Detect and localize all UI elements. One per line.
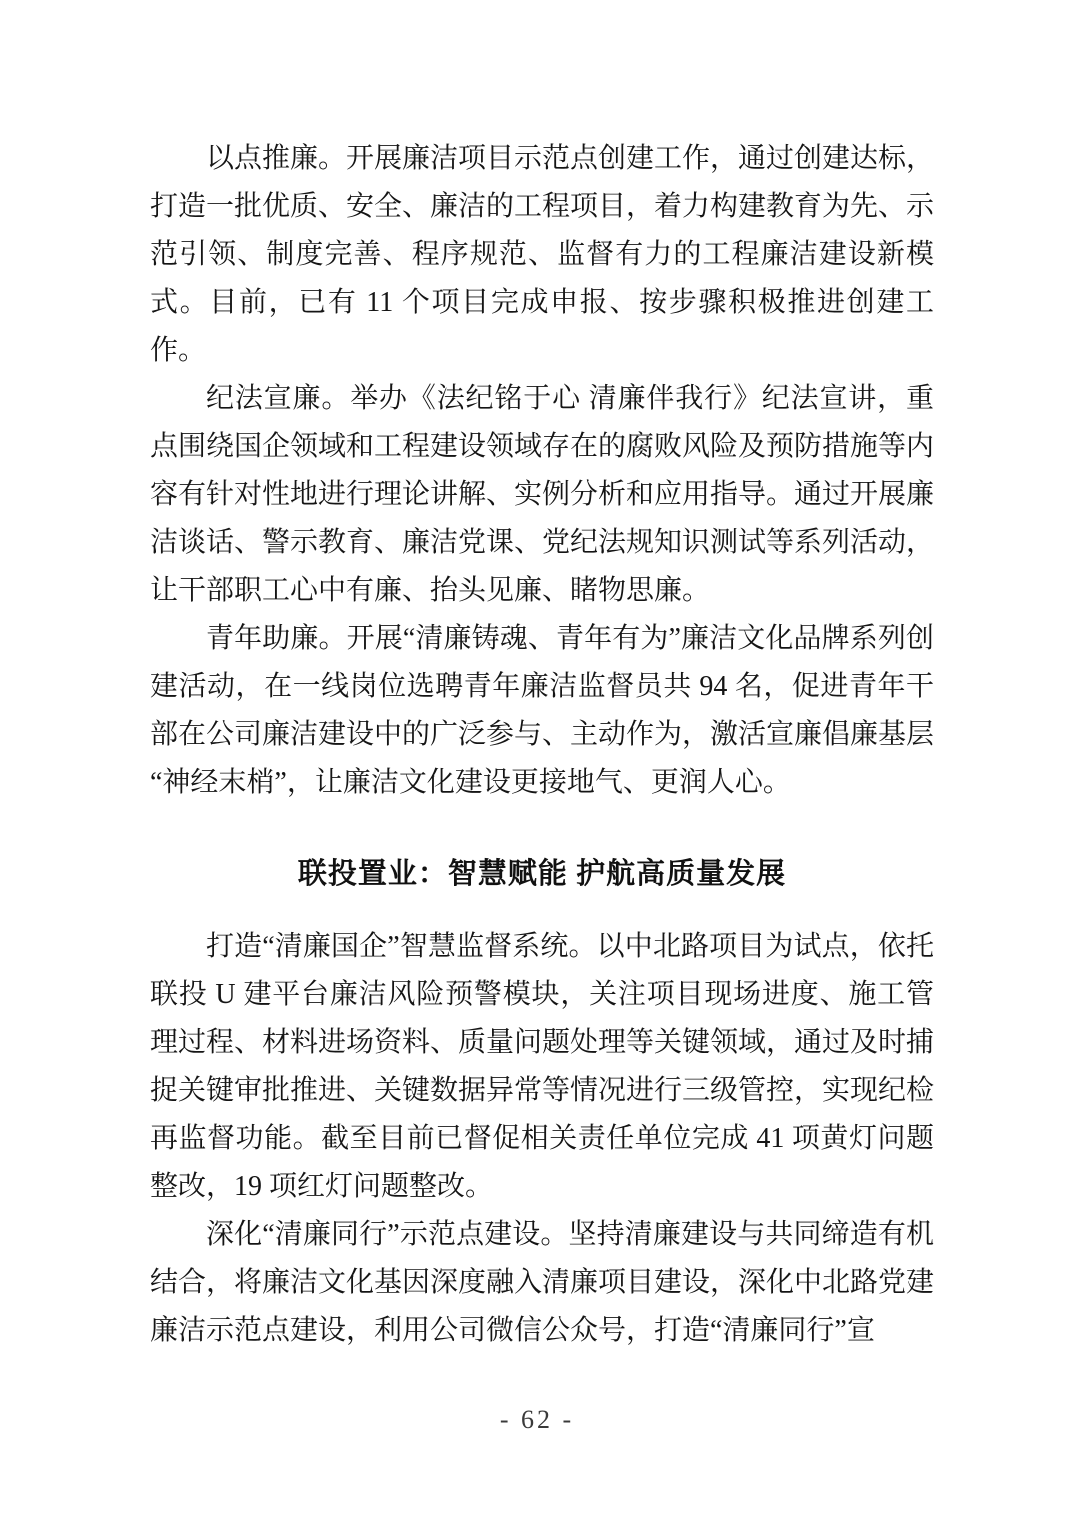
paragraph-jifa-xuan-lian: 纪法宣廉。举办《法纪铭于心 清廉伴我行》纪法宣讲，重点围绕国企领域和工程建设领域存在的腐败风险及预防措施等内容有针对性地进行理论讲解、实例分析和应用指导。通过开展廉洁谈话、警示教育、廉洁党课、党纪法规知识测试等系列活动，让干部职工心中有廉、抬头见廉、睹物思廉。 <box>150 383 935 606</box>
page-footer <box>0 1402 1074 1438</box>
page-number: - 62 - <box>499 1405 575 1434</box>
paragraph-zhihui-jiandu-xitong: 打造“清廉国企”智慧监督系统。以中北路项目为试点，依托联投 U 建平台廉洁风险预警模块，关注项目现场进度、施工管理过程、材料进场资料、质量问题处理等关键领域，通过及时捕捉关键审批推进、关键数据异常等情况进行三级管控，实现纪检再监督功能。截至目前已督促相关责任单位完成 41 项黄灯问题整改，19 项红灯问题整改。 <box>150 931 935 1202</box>
paragraph-qingnian-zhu-lian: 青年助廉。开展“清廉铸魂、青年有为”廉洁文化品牌系列创建活动，在一线岗位选聘青年廉洁监督员共 94 名，促进青年干部在公司廉洁建设中的广泛参与、主动作为，激活宣廉倡廉基层“神经末梢”，让廉洁文化建设更接地气、更润人心。 <box>150 623 935 798</box>
paragraph-dian-tui-lian: 以点推廉。开展廉洁项目示范点创建工作，通过创建达标，打造一批优质、安全、廉洁的工程项目，着力构建教育为先、示范引领、制度完善、程序规范、监督有力的工程廉洁建设新模式。目前，已有 11 个项目完成申报、按步骤积极推进创建工作。 <box>150 143 935 366</box>
paragraph-qinglian-tongxing: 深化“清廉同行”示范点建设。坚持清廉建设与共同缔造有机结合，将廉洁文化基因深度融入清廉项目建设，深化中北路党建廉洁示范点建设，利用公司微信公众号，打造“清廉同行”宣 <box>150 1219 935 1346</box>
section-heading-liantou-zhiye: 联投置业：智慧赋能 护航高质量发展 <box>297 858 787 890</box>
document-body <box>150 135 934 1355</box>
